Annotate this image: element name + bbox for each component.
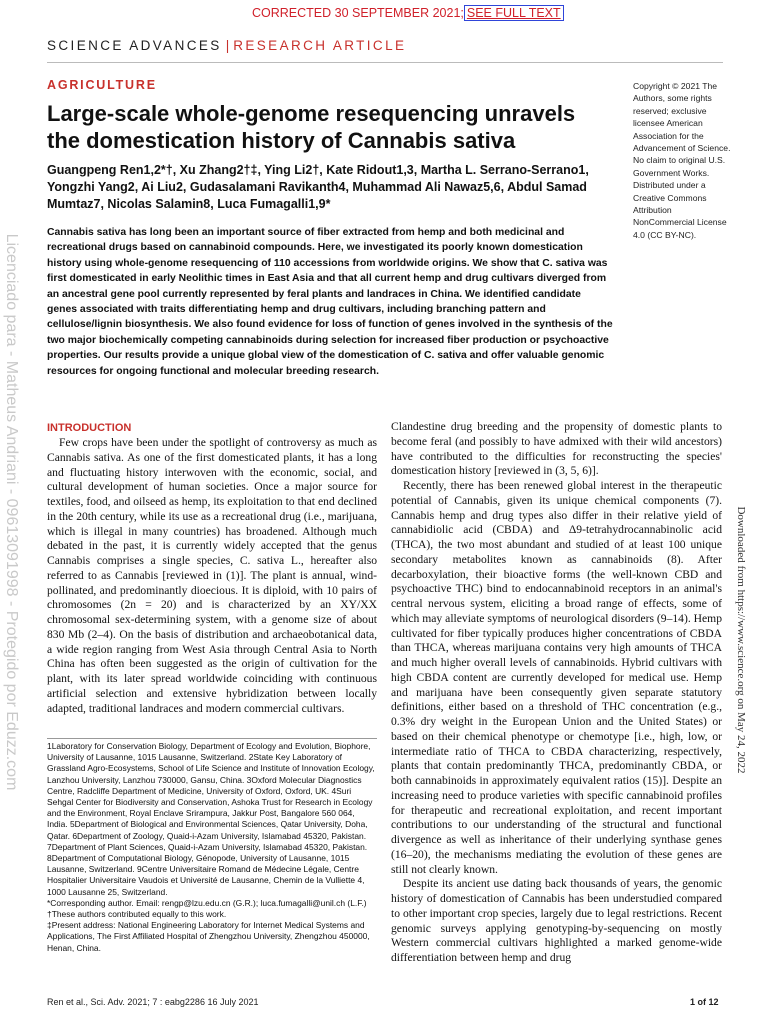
- correction-notice: [252, 6, 564, 20]
- article-type: RESEARCH ARTICLE: [233, 38, 407, 53]
- correction-text: CORRECTED 30 SEPTEMBER 2021;: [252, 6, 464, 20]
- copyright-notice: Copyright © 2021 The Authors, some rights reserved; exclusive licensee American Association for the Advancement of Science. No claim to original U.S. Government Works. Distributed under a Creative Commons Attribution NonCommercial License 4.0 (CC BY-NC).: [633, 81, 731, 240]
- equal-contribution-note: †These authors contributed equally to this work.: [47, 909, 227, 920]
- author-list: Guangpeng Ren1,2*†, Xu Zhang2†‡, Ying Li2†, Kate Ridout1,3, Martha L. Serrano-Serrano1, Yongzhi Yang2, Ai Liu2, Gudasalamani Ravikanth4, Muhammad Ali Nawaz5,6, Abdul Samad Mumtaz7, Nicolas Salamin8, Luca Fumagalli1,9*: [47, 163, 589, 211]
- see-full-text-link[interactable]: SEE FULL TEXT: [464, 5, 564, 21]
- page-number: 1 of 12: [690, 997, 719, 1007]
- journal-name: SCIENCE ADVANCES: [47, 38, 222, 53]
- left-column: [47, 436, 377, 716]
- footer-citation: Ren et al., Sci. Adv. 2021; 7 : eabg2286 16 July 2021: [47, 997, 259, 1007]
- corresponding-author: *Corresponding author. Email: rengp@lzu.edu.cn (G.R.); luca.fumagalli@unil.ch (L.F.): [47, 897, 367, 908]
- journal-header: [47, 38, 406, 53]
- right-column: [391, 420, 722, 966]
- intro-paragraph: Few crops have been under the spotlight of controversy as much as Cannabis sativa. As one of the first domesticated plants, it has a long and fluctuating history interwoven with the economic, social, and cultural development of human societies. Once a major source for textiles, food, and oilseed as hemp, its exploitation to that end declined in the 20th century, while its use as a recreational drug (i.e., marijuana, which is illegal in many countries) has broadened. Although much debated in the past, it is currently widely accepted that the genus Cannabis comprises a single species, C. sativa L., hereafter also referred to as Cannabis [reviewed in (1)]. The plant is annual, wind-pollinated, and predominantly dioecious. It is diploid, with 10 pairs of chromosomes (2n = 20) and is characterized by an XY/XX chromosomal sex-determining system, with a genome size of about 830 Mb (2–4). On the basis of distribution and archaeobotanical data, a wide region ranging from West Asia through Central Asia to North China has often been suggested as the origin of cultivation for the plant, with its later spread worldwide coinciding with continuous artificial selection and extensive hybridization between locally adapted, traditional landraces and modern commercial cultivars.: [47, 436, 377, 715]
- article-title: Large-scale whole-genome resequencing unravels the domestication history of Cannabis sativa: [47, 101, 576, 153]
- left-watermark: Licenciado para - Matheus Andriani - 09613091998 - Protegido por Eduzz.com: [3, 233, 20, 791]
- paragraph: Clandestine drug breeding and the propensity of domestic plants to become feral (and possibly to have admixed with their wild ancestors) have contributed to the difficulties for reconstructing the species' domestication history [reviewed in (3, 5, 6)].: [391, 420, 722, 478]
- journal-separator: |: [225, 38, 230, 53]
- paragraph: Recently, there has been renewed global interest in the therapeutic potential of Cannabis, given its unique chemical components (7). Cannabis hemp and drug types also differ in their relative yield of cannabidiolic acid (CBDA) and Δ9-tetrahydrocannabinolic acid (THCA), the two most abundant and studied of at least 100 unique secondary metabolites known as cannabinoids (8). After decarboxylation, their bioactive forms (the well-known CBD and psychoactive THC) bind to endocannabinoid receptors in an animal's central nervous system, eliciting a broad range of effects, some of which may alleviate symptoms of neurological disorders (9–14). Hemp cultivated for fiber typically produces higher concentrations of CBDA than THCA, whereas marijuana contains very high amounts of THCA and much higher overall levels of cannabinoids. Hybrid cultivars with high CBDA content are currently developed for medical use. Hemp and marijuana have been consequently given separate statutory definitions, either based on a threshold of THC concentration (e.g., 0.3% dry weight in the European Union and the United States) or based on their chemical phenotype or chemotype [i.e., high, low, or intermediate ratio of THCA to CBDA characterizing, respectively, plants that contain predominantly THCA, predominantly CBDA, or both cannabinoids in approximately equivalent ratios (15)]. Despite an increasing need to produce varieties with specific cannabinoid profiles for therapeutic and recreational exploitation, and recent important contributions to our understanding of the structural and functional divergence as well as inheritance of their underlying synthase genes (16–20), the mechanisms mediating the evolution of these genes are still not clearly known.: [391, 479, 722, 876]
- right-watermark: Downloaded from https://www.science.org on May 24, 2022: [735, 506, 747, 774]
- header-divider: [47, 62, 723, 63]
- abstract: Cannabis sativa has long been an important source of fiber extracted from hemp and both medicinal and recreational drugs based on cannabinoid compounds. Here, we investigated its poorly known domestication history using whole-genome resequencing of 110 accessions from worldwide origins. We show that C. sativa was first domesticated in early Neolithic times in East Asia and that all current hemp and drug cultivars diverged from an ancestral gene pool currently represented by feral plants and landraces in China. We identified candidate genes associated with traits differentiating hemp and drug cultivars, including branching pattern and cellulose/lignin biosynthesis. We also found evidence for loss of function of genes involved in the synthesis of the two major biochemically competing cannabinoids during selection for increased fiber production or psychoactive properties. Our results provide a unique global view of the domestication of C. sativa and offer valuable genomic resources for ongoing functional and molecular breeding research.: [47, 227, 613, 377]
- section-label: AGRICULTURE: [47, 78, 157, 92]
- introduction-heading: INTRODUCTION: [47, 422, 132, 434]
- paragraph: Despite its ancient use dating back thousands of years, the genomic history of domestication of Cannabis has been understudied compared to other important crop species, largely due to legal restrictions. Recent genomic surveys applying genotyping-by-sequencing on mostly Western commercial cultivars highlighted a marked genome-wide differentiation between hemp and drug: [391, 877, 722, 964]
- affiliations: [47, 738, 377, 954]
- present-address-note: ‡Present address: National Engineering Laboratory for Internet Medical Systems and Applications, The First Affiliated Hospital of Zhengzhou University, Zhengzhou 450000, Henan, China.: [47, 920, 370, 953]
- affiliation-list: 1Laboratory for Conservation Biology, Department of Ecology and Evolution, Biophore, University of Lausanne, 1015 Lausanne, Switzerland. 2State Key Laboratory of Grassland Agro-Ecosystems, School of Life Science and Institute of Innovation Ecology, Lanzhou University, Lanzhou 730000, Gansu, China. 3Oxford Molecular Diagnostics Centre, Radcliffe Department of Medicine, University of Oxford, Oxford, UK. 4Suri Sehgal Center for Biodiversity and Conservation, Ashoka Trust for Research in Ecology and the Environment, Royal Enclave Srirampura, Jakkur Post, Bangalore 560 064, India. 5Department of Biological and Environmental Sciences, Qatar University, Doha, Qatar. 6Department of Zoology, Quaid-i-Azam University, Islamabad 45320, Pakistan. 7Department of Plant Sciences, Quaid-i-Azam University, Islamabad 45320, Pakistan. 8Department of Computational Biology, Génopode, University of Lausanne, 1015 Lausanne, Switzerland. 9Centre Universitaire Romand de Médecine Légale, Centre Hospitalier Universitaire Vaudois et Université de Lausanne, Chemin de la Vulliette 4, 1000 Lausanne 25, Switzerland.: [47, 741, 375, 897]
